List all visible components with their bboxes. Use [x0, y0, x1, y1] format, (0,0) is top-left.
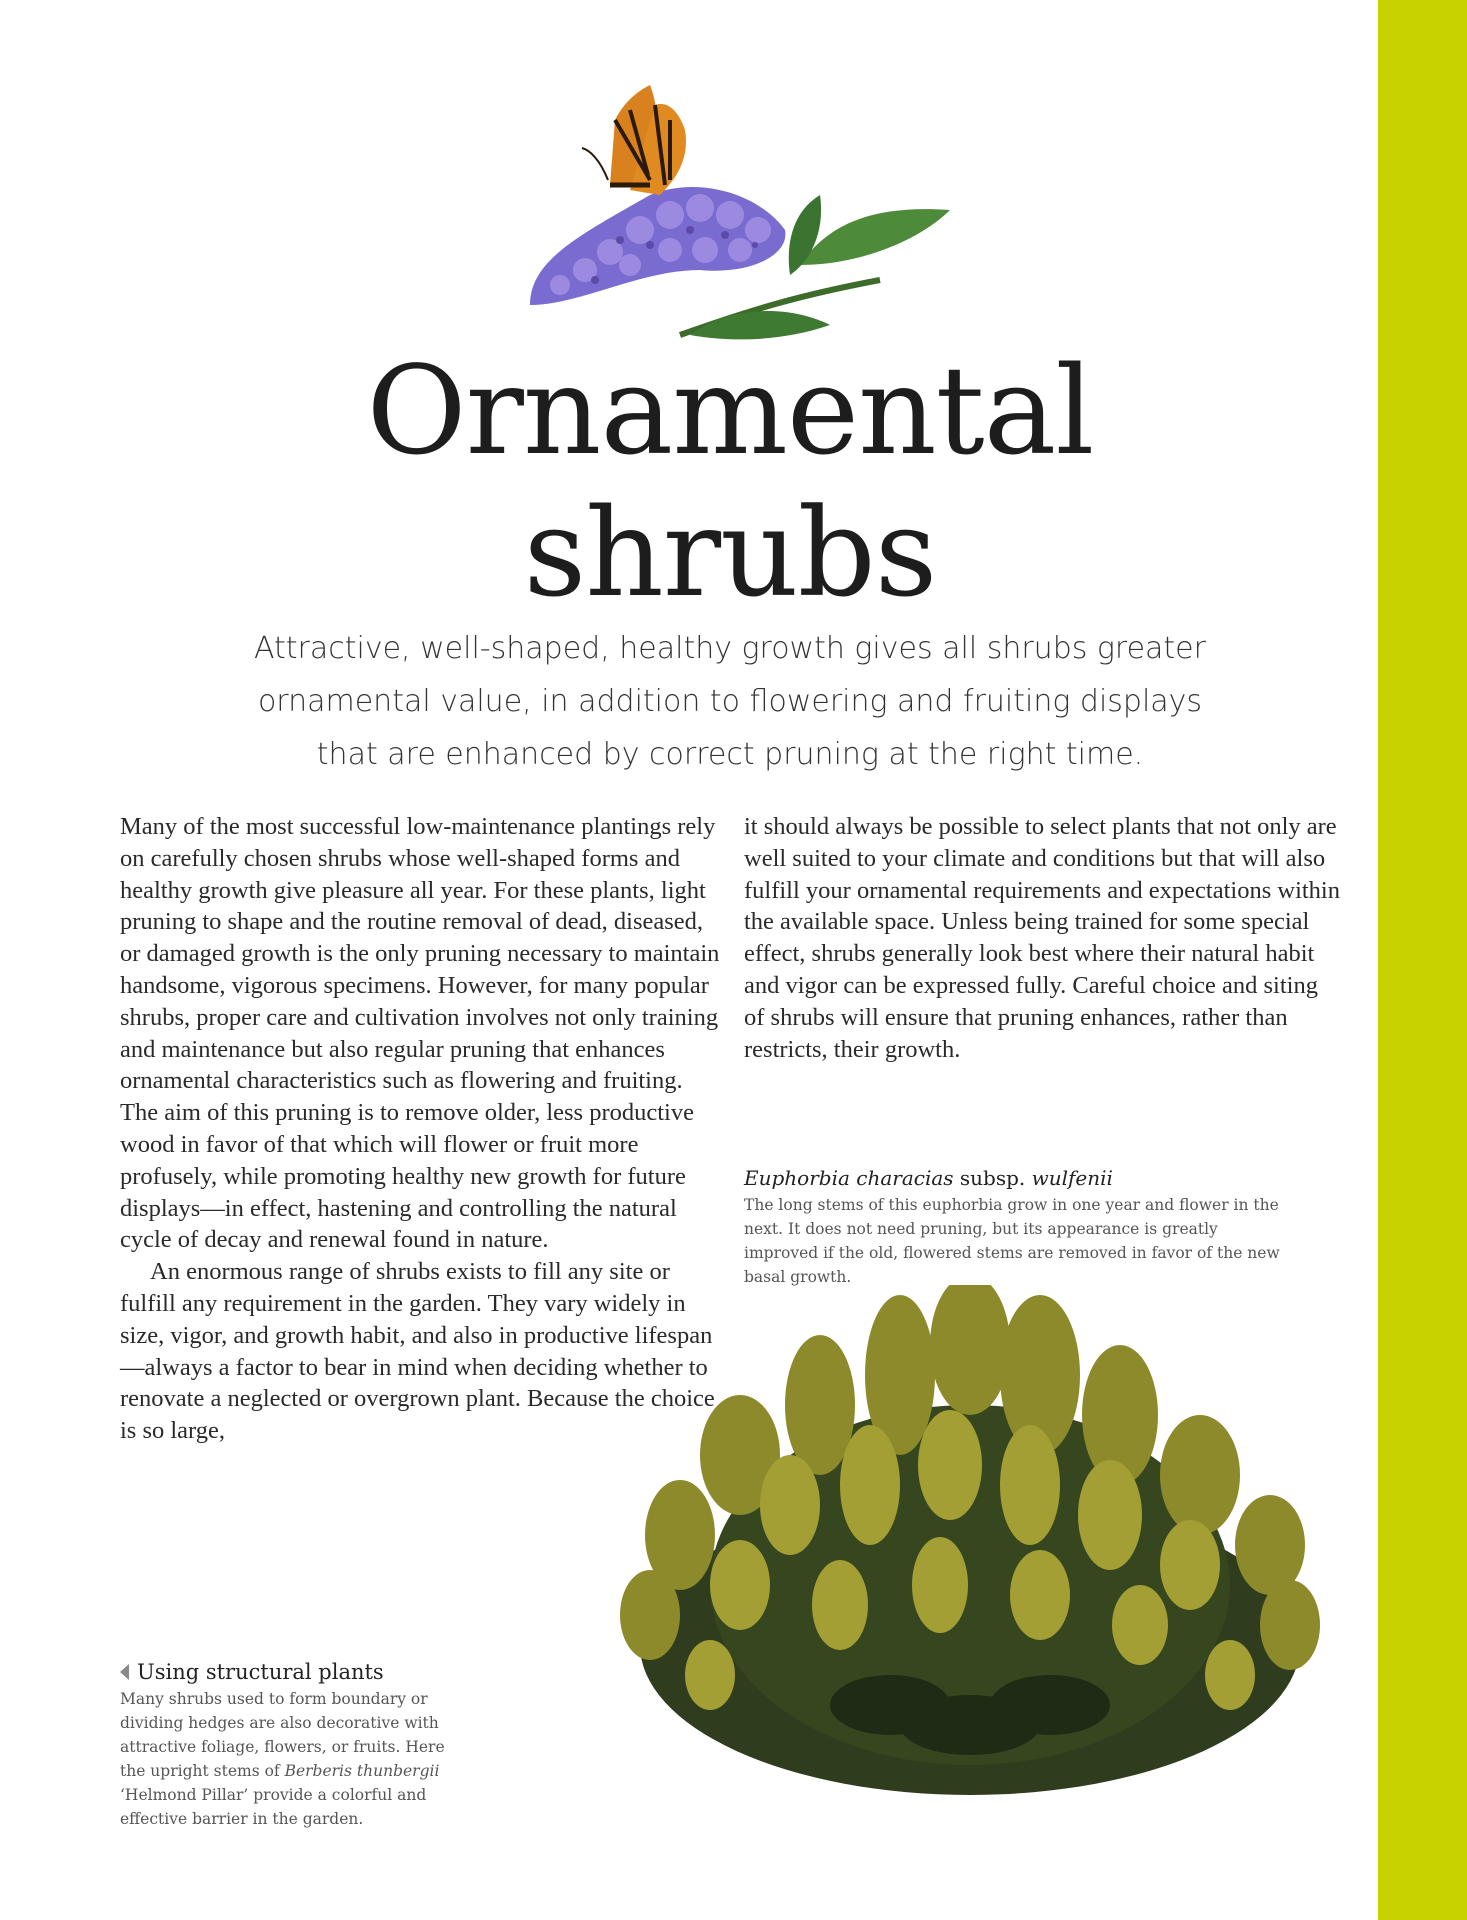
title-line-2: shrubs: [523, 482, 937, 624]
intro-paragraph: Attractive, well-shaped, healthy growth gives all shrubs greater ornamental value, in addition to flowering and fruiting displays that are enhanced by correct pruning at the right time.: [254, 631, 1206, 772]
caption-body-text: Many shrubs used to form boundary or dividing hedges are also decorative with attractive foliage, flowers, or fruits. Here the upright stems of: [120, 1690, 445, 1780]
arrow-left-icon: [120, 1664, 129, 1680]
page-title: [250, 340, 1210, 624]
caption-title-variety: wulfenii: [1031, 1166, 1113, 1190]
euphorbia-caption: [744, 1163, 1284, 1289]
body-paragraph: Many of the most successful low-maintenance plantings rely on carefully chosen shrubs whose well-shaped forms and healthy growth give pleasure all year. For these plants, light pruning to shape and the routine removal of dead, diseased, or damaged growth is the only pruning necessary to maintain handsome, vigorous specimens. However, for many popular shrubs, proper care and cultivation involves not only training and maintenance but also regular pruning that enhances ornamental characteristics such as flowering and fruiting. The aim of this pruning is to remove older, less productive wood in favor of that which will flower or fruit more profusely, while promoting healthy new growth for future displays—in effect, hastening and controlling the natural cycle of decay and renewal found in nature.: [120, 813, 720, 1254]
caption-body-text-end: ‘Helmond Pillar’ provide a colorful and effective barrier in the garden.: [120, 1786, 427, 1828]
caption-body: [120, 1687, 470, 1831]
structural-plants-caption: [120, 1657, 470, 1831]
body-paragraph: An enormous range of shrubs exists to fill any site or fulfill any requirement in the garden. They vary widely in size, vigor, and growth habit, and also in productive lifespan—always a factor to bear in mind when deciding whether to renovate a neglected or overgrown plant. Because the choice is so large,: [120, 1258, 715, 1445]
caption-title-subsp: subsp.: [953, 1166, 1032, 1190]
butterfly-flower-illustration: [500, 80, 980, 350]
caption-title: [744, 1163, 1284, 1193]
caption-title-text: Using structural plants: [137, 1660, 384, 1684]
body-column-right: [744, 811, 1344, 1065]
title-line-1: Ornamental: [366, 340, 1094, 482]
body-paragraph: it should always be possible to select plants that not only are well suited to your climate and conditions but that will also fulfill your ornamental requirements and expectations within the available space. Unless being trained for some special effect, shrubs generally look best where their natural habit and vigor can be expressed fully. Careful choice and siting of shrubs will ensure that pruning enhances, rather than restricts, their growth.: [744, 813, 1340, 1063]
caption-body: The long stems of this euphorbia grow in one year and flower in the next. It does not need pruning, but its appearance is greatly improved if the old, flowered stems are removed in favor of the new basal growth.: [744, 1196, 1280, 1286]
caption-title: [120, 1657, 470, 1687]
euphorbia-shrub-image: [590, 1285, 1350, 1805]
caption-body-species: Berberis thunbergii: [284, 1762, 440, 1780]
caption-title-species: Euphorbia characias: [744, 1166, 954, 1190]
accent-sidebar-strip: [1378, 0, 1467, 1920]
